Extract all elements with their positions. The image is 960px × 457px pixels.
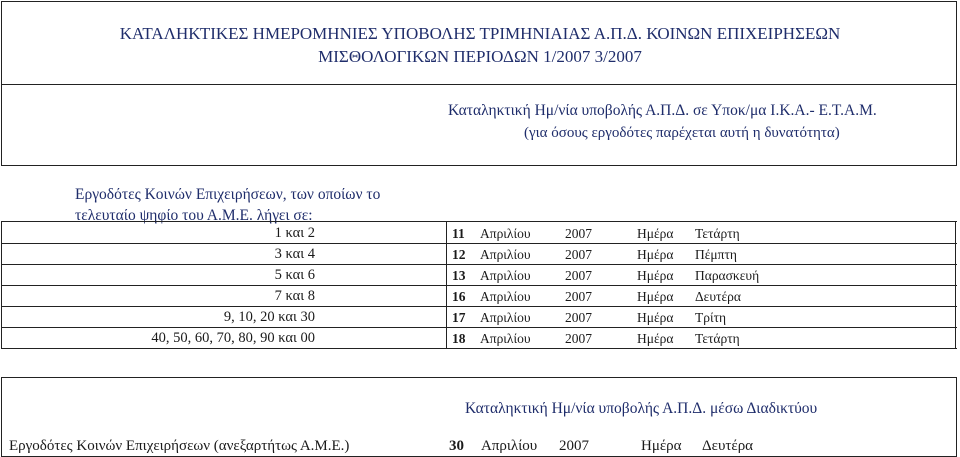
row-day: 12	[452, 247, 466, 262]
row-weekday: Δευτέρα	[695, 289, 741, 304]
row-year: 2007	[565, 289, 592, 304]
row-day-label: Ημέρα	[637, 289, 674, 304]
row-digits: 1 και 2	[274, 225, 315, 241]
row-year: 2007	[565, 310, 592, 325]
row-day-label: Ημέρα	[637, 247, 674, 262]
title-box	[1, 1, 957, 85]
row-weekday: Παρασκευή	[695, 268, 760, 283]
row-day: 11	[452, 226, 465, 241]
row-day: 13	[452, 268, 466, 283]
row-month: Απριλίου	[480, 247, 531, 262]
internet-year: 2007	[559, 438, 589, 454]
internet-month: Απριλίου	[481, 438, 538, 454]
row-year: 2007	[565, 331, 592, 346]
row-digits: 7 και 8	[274, 288, 315, 304]
internet-deadline-row	[1, 435, 957, 457]
column-rule	[446, 221, 447, 349]
column-rule	[955, 221, 956, 349]
employers-heading-line-1: Εργοδότες Κοινών Επιχειρήσεων, των οποίων το	[75, 186, 381, 203]
row-day-label: Ημέρα	[637, 268, 674, 283]
row-year: 2007	[565, 268, 592, 283]
row-month: Απριλίου	[480, 268, 531, 283]
row-digits: 5 και 6	[274, 267, 315, 283]
row-day: 16	[452, 289, 466, 304]
table-row	[1, 328, 957, 349]
row-digits: 40, 50, 60, 70, 80, 90 και 00	[151, 330, 315, 346]
internet-day-label: Ημέρα	[641, 438, 682, 454]
title-line-2: ΜΙΣΘΟΛΟΓΙΚΩΝ ΠΕΡΙΟΔΩΝ 1/2007 3/2007	[318, 47, 642, 66]
row-digits: 3 και 4	[274, 246, 315, 262]
row-day-label: Ημέρα	[637, 310, 674, 325]
row-weekday: Τρίτη	[695, 310, 727, 325]
row-month: Απριλίου	[480, 226, 531, 241]
row-month: Απριλίου	[480, 310, 531, 325]
row-rule	[1, 348, 957, 349]
branch-deadline-box	[1, 84, 957, 166]
row-month: Απριλίου	[480, 331, 531, 346]
table-row	[1, 286, 957, 307]
row-year: 2007	[565, 247, 592, 262]
page-title	[2, 22, 958, 68]
branch-deadline-heading: Καταληκτική Ημ/νία υποβολής Α.Π.Δ. σε Υποκ/μα Ι.Κ.Α.- Ε.Τ.Α.Μ.	[448, 102, 877, 119]
internet-day: 30	[449, 438, 464, 454]
row-digits: 9, 10, 20 και 30	[223, 309, 315, 325]
table-row	[1, 307, 957, 328]
internet-deadline-heading: Καταληκτική Ημ/νία υποβολής Α.Π.Δ. μέσω Διαδικτύου	[465, 400, 818, 417]
table-row	[1, 265, 957, 286]
employers-heading-line-2: τελευταίο ψηφίο του Α.Μ.Ε. λήγει σε:	[75, 207, 313, 224]
branch-deadline-note: (για όσους εργοδότες παρέχεται αυτή η δυνατότητα)	[524, 125, 840, 141]
title-line-1: ΚΑΤΑΛΗΚΤΙΚΕΣ ΗΜΕΡΟΜΗΝΙΕΣ ΥΠΟΒΟΛΗΣ ΤΡΙΜΗΝΙΑΙΑΣ Α.Π.Δ. ΚΟΙΝΩΝ ΕΠΙΧΕΙΡΗΣΕΩΝ	[119, 24, 841, 43]
row-day-label: Ημέρα	[637, 331, 674, 346]
column-rule	[1, 221, 2, 349]
table-top-rule	[1, 221, 957, 222]
row-month: Απριλίου	[480, 289, 531, 304]
internet-employers-label: Εργοδότες Κοινών Επιχειρήσεων (ανεξαρτήτως Α.Μ.Ε.)	[9, 438, 350, 454]
row-weekday: Τετάρτη	[695, 331, 740, 346]
row-day: 17	[452, 310, 466, 325]
row-year: 2007	[565, 226, 592, 241]
row-weekday: Τετάρτη	[695, 226, 740, 241]
employers-heading	[75, 184, 435, 226]
table-row	[1, 244, 957, 265]
row-day-label: Ημέρα	[637, 226, 674, 241]
row-day: 18	[452, 331, 466, 346]
table-row	[1, 223, 957, 244]
internet-weekday: Δευτέρα	[702, 438, 754, 454]
row-weekday: Πέμπτη	[695, 247, 737, 262]
